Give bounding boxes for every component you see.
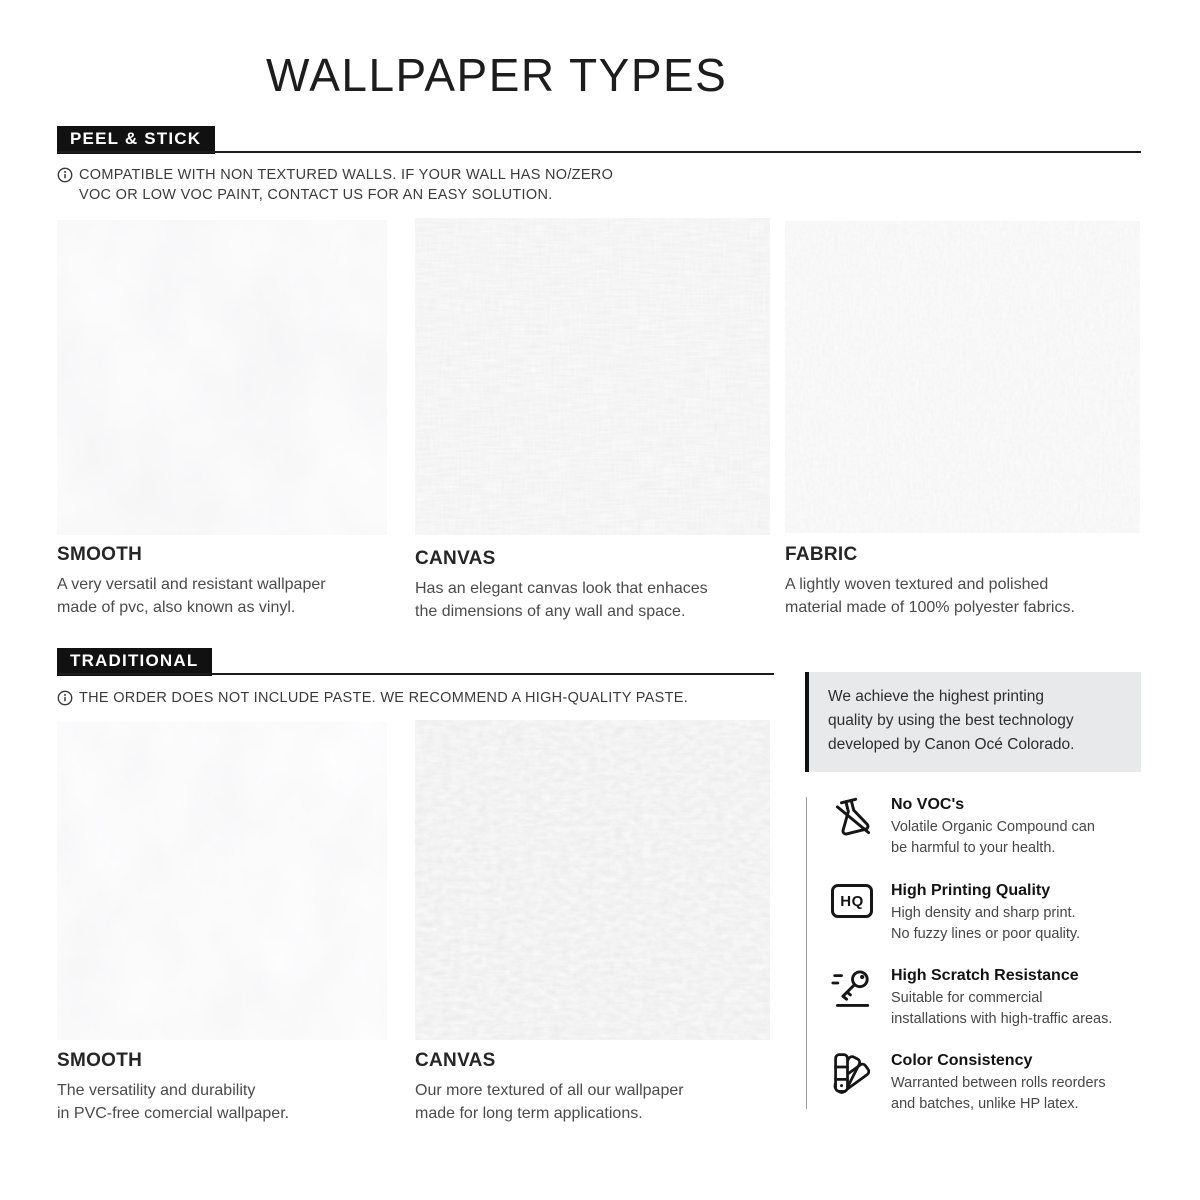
swatch-name: SMOOTH: [57, 1050, 143, 1071]
swatch-description-line: the dimensions of any wall and space.: [415, 603, 686, 620]
swatch-description-line: A lightly woven textured and polished: [785, 576, 1049, 593]
feature-title: Color Consistency: [891, 1052, 1033, 1069]
info-icon: [57, 690, 73, 706]
feature-description-line: No fuzzy lines or poor quality.: [891, 926, 1081, 942]
swatch-description-line: Our more textured of all our wallpaper: [415, 1082, 684, 1099]
note-line: COMPATIBLE WITH NON TEXTURED WALLS. IF YOUR WALL HAS NO/ZERO: [79, 167, 614, 183]
fabric-texture-image: [785, 221, 1140, 533]
info-icon: [57, 167, 73, 183]
feature-no-vocs: [831, 795, 1151, 859]
swatch-name: CANVAS: [415, 548, 496, 569]
printing-quality-statement-panel: [805, 672, 1141, 772]
swatch-caption-canvas-traditional: [415, 1050, 775, 1125]
note-line: THE ORDER DOES NOT INCLUDE PASTE. WE RECOMMEND A HIGH-QUALITY PASTE.: [79, 690, 689, 706]
swatch-caption-fabric-peel-stick: [785, 544, 1145, 619]
swatch-sample-canvas-traditional: [415, 720, 770, 1040]
swatch-caption-smooth-peel-stick: [57, 544, 407, 619]
coarse-canvas-texture-image: [415, 720, 770, 1040]
swatch-name: CANVAS: [415, 1050, 496, 1071]
swatch-name: SMOOTH: [57, 544, 143, 565]
statement-line: developed by Canon Océ Colorado.: [828, 736, 1075, 753]
feature-description-line: High density and sharp print.: [891, 905, 1076, 921]
swatch-description-line: made of pvc, also known as vinyl.: [57, 599, 296, 616]
swatch-caption-smooth-traditional: [57, 1050, 407, 1125]
feature-high-printing-quality: [831, 881, 1151, 945]
section-badge-traditional: TRADITIONAL: [57, 648, 212, 676]
swatch-sample-smooth-traditional: [57, 722, 387, 1040]
note-line: VOC OR LOW VOC PAINT, CONTACT US FOR AN EASY SOLUTION.: [79, 187, 553, 203]
canvas-texture-image: [415, 218, 770, 535]
feature-description-line: be harmful to your health.: [891, 840, 1056, 856]
smooth-texture-image: [57, 220, 387, 535]
feature-description-line: Volatile Organic Compound can: [891, 819, 1095, 835]
statement-line: quality by using the best technology: [828, 712, 1074, 729]
swatch-description-line: Has an elegant canvas look that enhaces: [415, 580, 708, 597]
feature-high-scratch-resistance: [831, 966, 1151, 1030]
feature-description-line: installations with high-traffic areas.: [891, 1011, 1113, 1027]
section-divider-traditional: [57, 673, 774, 675]
feature-title: High Scratch Resistance: [891, 967, 1079, 984]
swatch-sample-canvas-peel-stick: [415, 218, 770, 535]
feature-color-consistency: [831, 1051, 1151, 1115]
traditional-note: [57, 688, 688, 708]
feature-title: No VOC's: [891, 796, 965, 813]
feature-description-line: and batches, unlike HP latex.: [891, 1096, 1079, 1112]
scratch-key-icon: [831, 966, 875, 1030]
swatch-name: FABRIC: [785, 544, 858, 565]
section-divider-peel-stick: [57, 151, 1141, 153]
feature-description-line: Warranted between rolls reorders: [891, 1075, 1106, 1091]
section-badge-peel-stick: PEEL & STICK: [57, 126, 215, 154]
swatch-description-line: The versatility and durability: [57, 1082, 256, 1099]
swatch-caption-canvas-peel-stick: [415, 548, 775, 623]
swatch-description-line: material made of 100% polyester fabrics.: [785, 599, 1075, 616]
swatch-sample-smooth-peel-stick: [57, 220, 387, 535]
swatch-sample-fabric-peel-stick: [785, 221, 1140, 533]
peel-stick-note: [57, 165, 613, 205]
swatch-description-line: in PVC-free comercial wallpaper.: [57, 1105, 290, 1122]
color-swatch-fan-icon: [831, 1051, 875, 1115]
smooth-texture-image: [57, 722, 387, 1040]
swatch-description-line: made for long term applications.: [415, 1105, 643, 1122]
feature-description-line: Suitable for commercial: [891, 990, 1043, 1006]
page-title: WALLPAPER TYPES: [266, 49, 728, 101]
statement-line: We achieve the highest printing: [828, 688, 1044, 705]
feature-title: High Printing Quality: [891, 882, 1051, 899]
hq-badge-text: HQ: [831, 884, 873, 918]
swatch-description-line: A very versatil and resistant wallpaper: [57, 576, 326, 593]
features-left-rule: [806, 797, 807, 1109]
no-voc-flask-icon: [831, 795, 875, 859]
hq-badge-icon: [831, 881, 875, 945]
